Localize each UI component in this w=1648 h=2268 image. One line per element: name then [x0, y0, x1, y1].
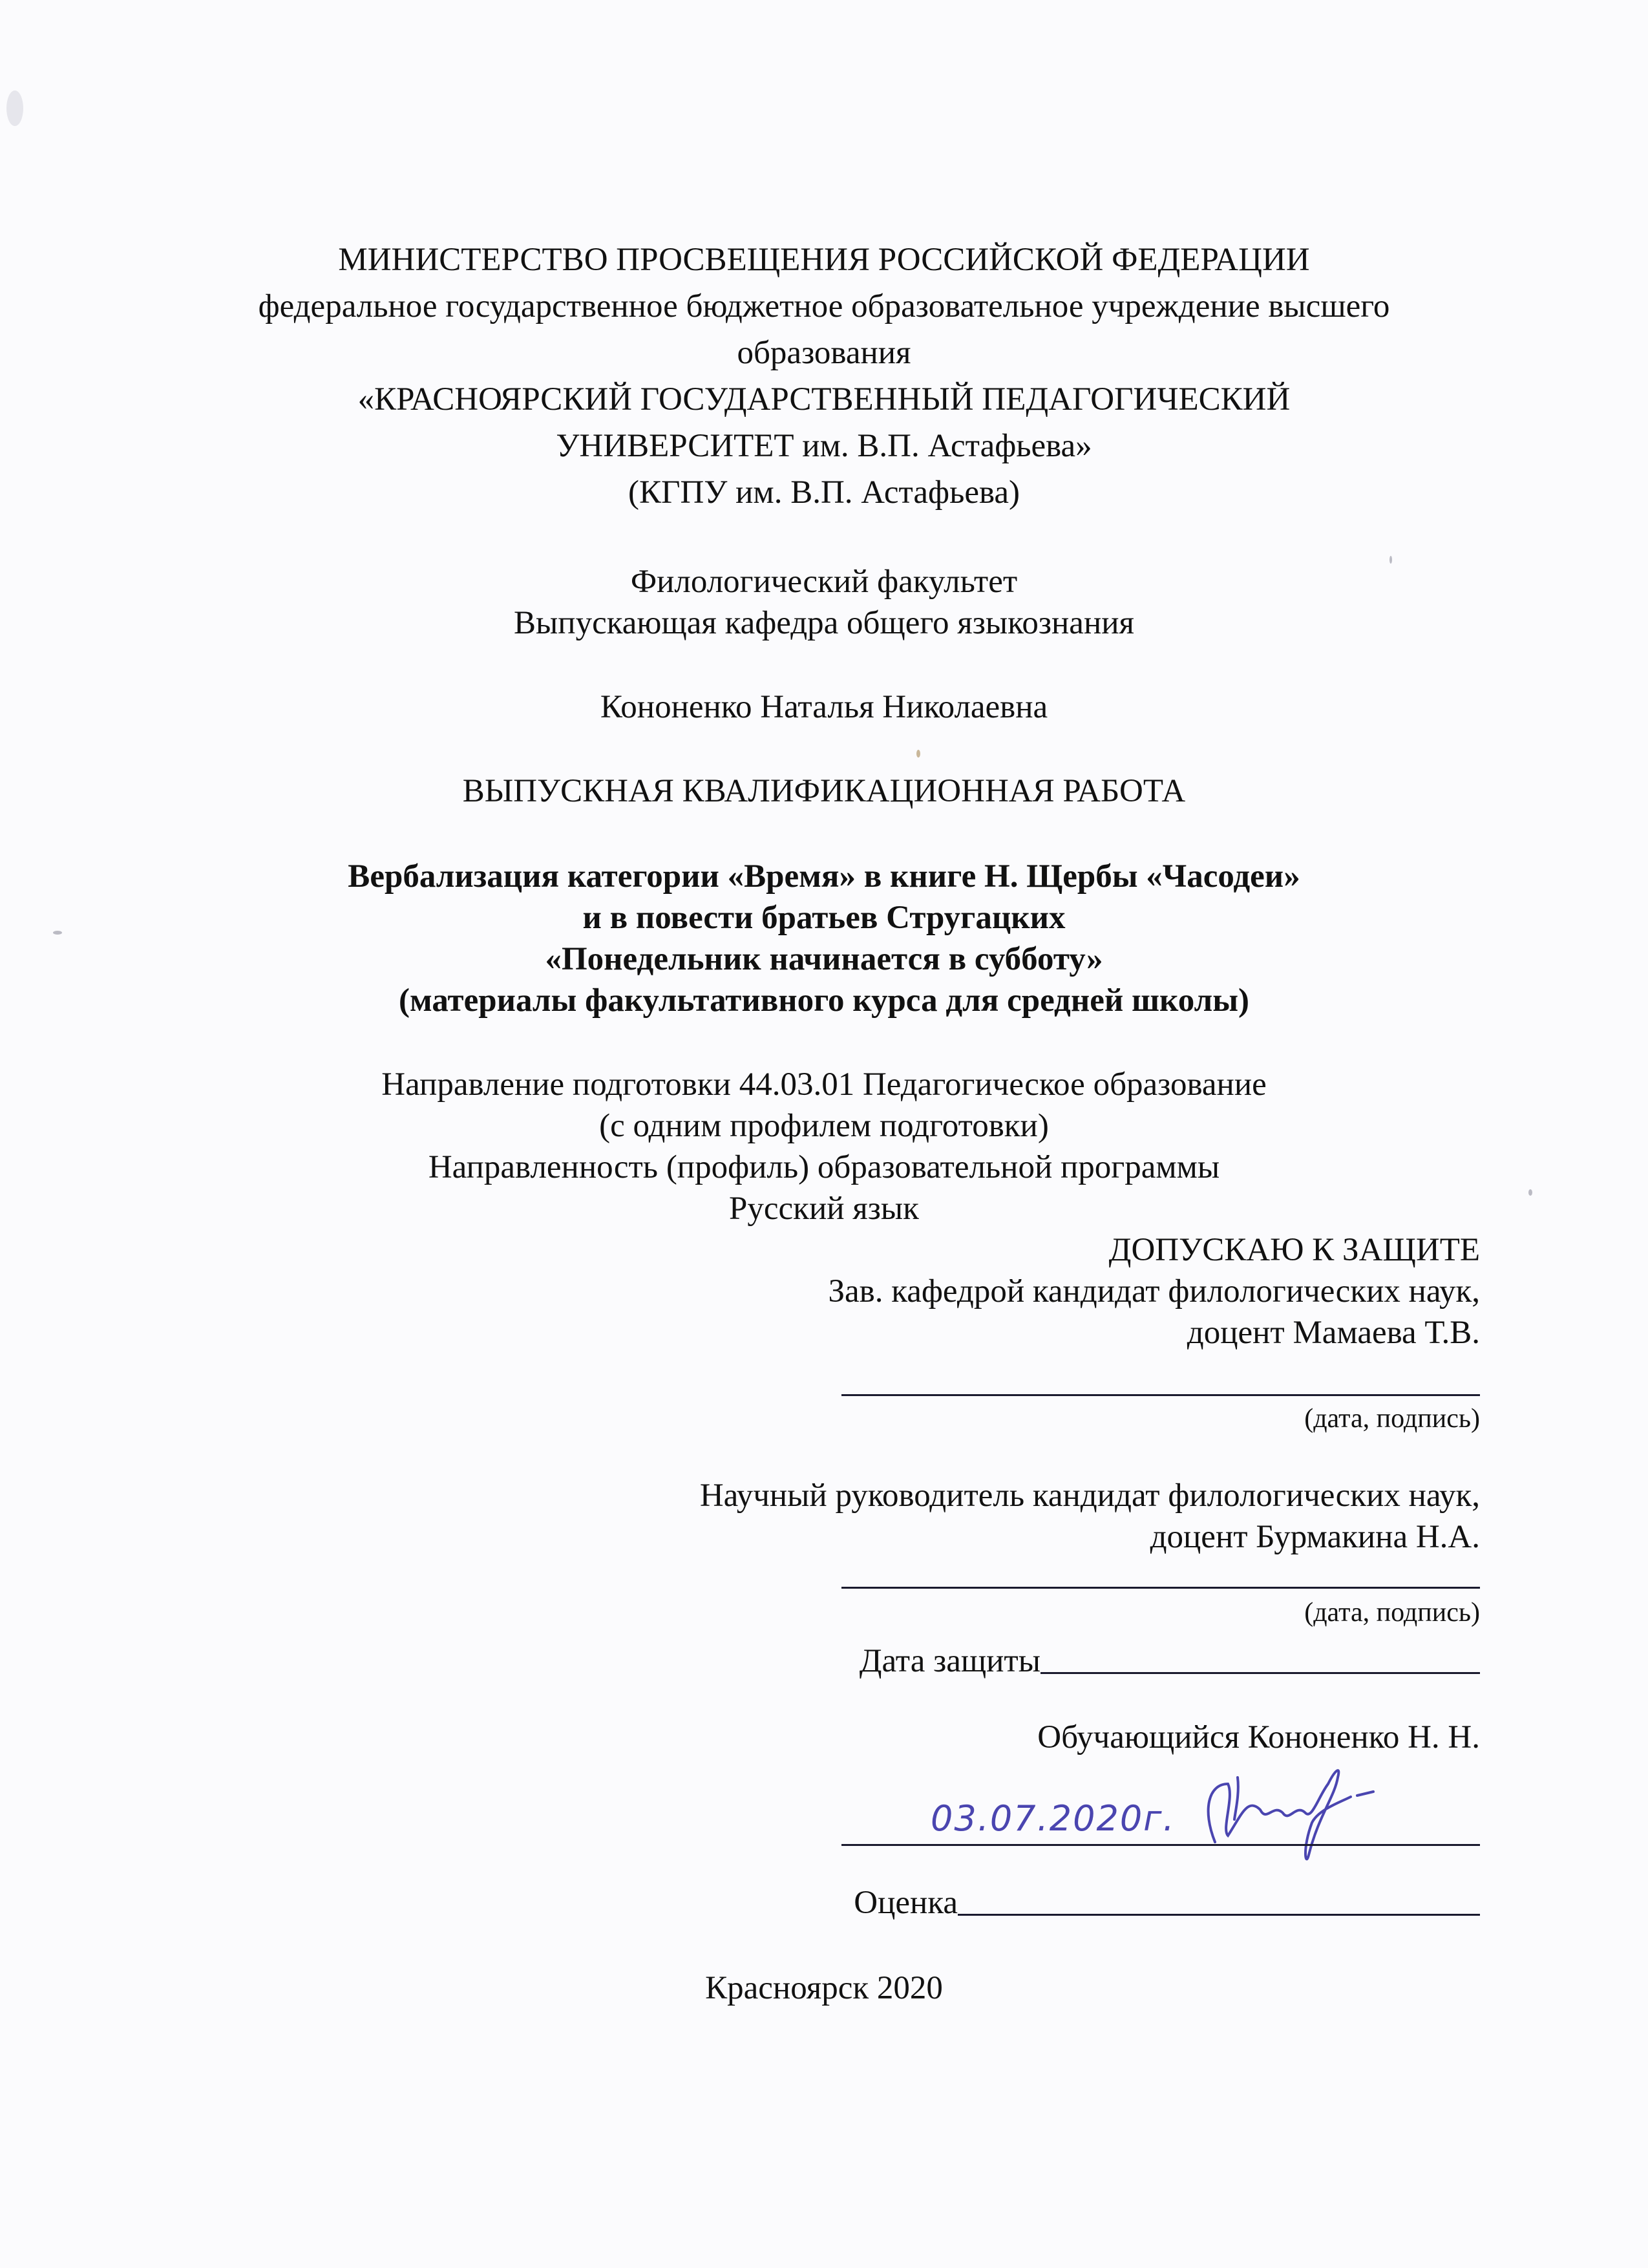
program-profile: Русский язык: [729, 1191, 919, 1227]
head-signature-line[interactable]: [841, 1394, 1480, 1396]
head-signature-caption: (дата, подпись): [1304, 1404, 1480, 1434]
department-head-position: Зав. кафедрой кандидат филологических наук,: [828, 1273, 1480, 1309]
scan-speck: [53, 931, 62, 935]
city-year: Красноярск 2020: [705, 1970, 943, 2006]
program-direction: Направление подготовки 44.03.01 Педагогическое образование: [381, 1066, 1267, 1103]
supervisor-position: Научный руководитель кандидат филологических наук,: [699, 1478, 1480, 1514]
student-signature-icon: [1189, 1758, 1396, 1861]
grade-label: Оценка: [854, 1885, 958, 1921]
thesis-title-line: и в повести братьев Стругацких: [582, 900, 1066, 936]
university-name-line1: «КРАСНОЯРСКИЙ ГОСУДАРСТВЕННЫЙ ПЕДАГОГИЧЕСКИЙ: [357, 381, 1291, 418]
grade-field[interactable]: [854, 1883, 1480, 1922]
thesis-title-line: «Понедельник начинается в субботу»: [545, 941, 1103, 977]
approval-heading: ДОПУСКАЮ К ЗАЩИТЕ: [1108, 1232, 1480, 1268]
defense-date-field[interactable]: [860, 1642, 1480, 1680]
author-name: Кононенко Наталья Николаевна: [600, 689, 1048, 725]
handwritten-date: 03.07.2020г.: [931, 1798, 1176, 1839]
department-name: Выпускающая кафедра общего языкознания: [514, 605, 1134, 641]
supervisor-name: доцент Бурмакина Н.А.: [1150, 1519, 1480, 1555]
faculty-name: Филологический факультет: [630, 564, 1018, 600]
student-signature-line[interactable]: [841, 1844, 1480, 1846]
work-type: ВЫПУСКНАЯ КВАЛИФИКАЦИОННАЯ РАБОТА: [462, 773, 1186, 809]
supervisor-signature-line[interactable]: [841, 1587, 1480, 1589]
institution-type-line1: федеральное государственное бюджетное образовательное учреждение высшего: [258, 288, 1390, 324]
thesis-title-line: Вербализация категории «Время» в книге Н. Щербы «Часодеи»: [348, 858, 1300, 895]
scan-speck: [1528, 1189, 1532, 1196]
university-abbreviation: (КГПУ им. В.П. Астафьева): [628, 474, 1020, 511]
scan-speck: [916, 750, 920, 758]
defense-date-label: Дата защиты: [859, 1643, 1041, 1679]
thesis-title-line: (материалы факультативного курса для средней школы): [398, 982, 1249, 1019]
institution-type-line2: образования: [737, 335, 911, 371]
student-label: Обучающийся Кононенко Н. Н.: [1037, 1719, 1480, 1755]
university-name-line2: УНИВЕРСИТЕТ им. В.П. Астафьева»: [556, 428, 1092, 464]
scan-speck: [1389, 556, 1392, 564]
program-orientation: Направленность (профиль) образовательной программы: [428, 1149, 1220, 1185]
defense-date-line[interactable]: [1041, 1672, 1480, 1674]
department-head-name: доцент Мамаева Т.В.: [1187, 1315, 1480, 1351]
grade-line[interactable]: [958, 1914, 1480, 1916]
program-profile-note: (с одним профилем подготовки): [599, 1108, 1049, 1144]
supervisor-signature-caption: (дата, подпись): [1304, 1598, 1480, 1627]
ministry-name: МИНИСТЕРСТВО ПРОСВЕЩЕНИЯ РОССИЙСКОЙ ФЕДЕРАЦИИ: [338, 242, 1310, 278]
scan-smudge: [6, 90, 23, 126]
